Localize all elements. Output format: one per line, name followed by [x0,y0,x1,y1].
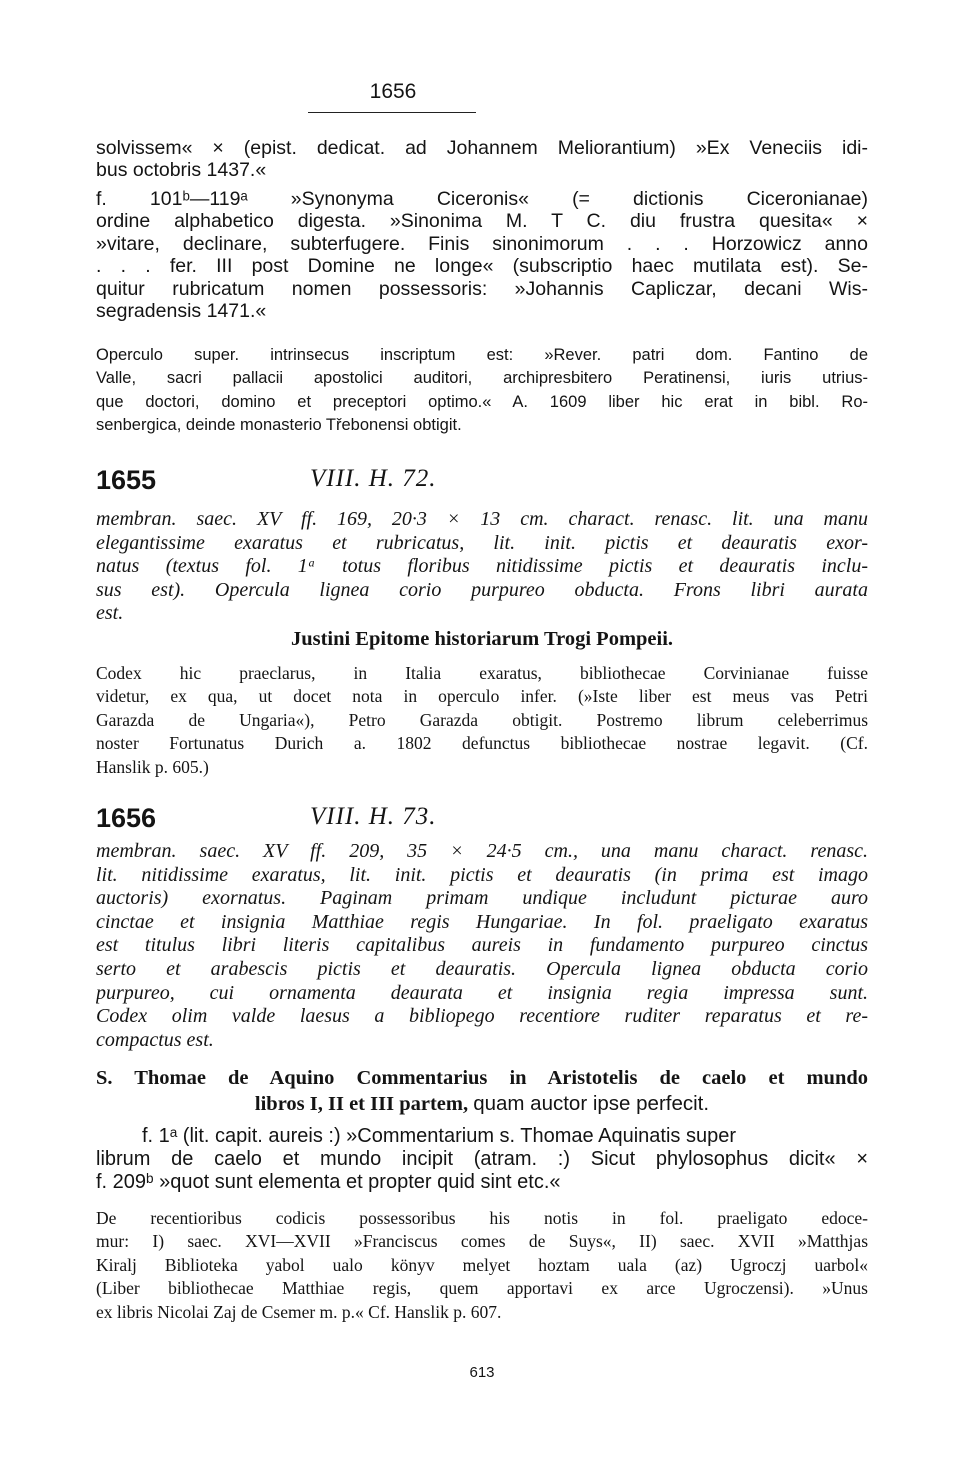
text-line: natus (textus fol. 1ᵃ totus floribus nitidissime pictis et deauratis inclu- [96,555,868,578]
text-line: lit. nitidissime exaratus, lit. init. pictis et deauratis (in prima est imago [96,863,868,886]
codex-description [96,840,868,1052]
text-line: f. 101ᵇ—119ᵃ »Synonyma Ciceronis« (= dictionis Ciceronianae) [96,188,868,210]
text-line: senbergica, deinde monasterio Třebonensi obtigit. [96,416,462,435]
work-title-rest: quam auctor ipse perfecit. [473,1092,710,1115]
text-line: est. [96,602,124,625]
prev-entry-text [96,137,868,182]
text-line: membran. saec. XV ff. 209, 35 × 24·5 cm., una manu charact. renasc. [96,840,868,862]
text-line: purpureo, cui ornamenta deaurata et insignia regia impressa sunt. [96,981,868,1004]
text-line: auctoris) exornatus. Paginam primam undique includunt picturae auro [96,887,868,910]
text-line: Hanslik p. 605.) [96,756,209,777]
text-line: ordine alphabetico digesta. »Sinonima M. T C. diu frustra quesita« × [96,210,868,233]
text-line: f. 209ᵇ »quot sunt elementa et propter quid sint etc.« [96,1171,561,1193]
work-title-bold: libros I, II et III partem, [254,1093,469,1115]
running-page-number: 1656 [369,80,417,103]
text-line: elegantissime exaratus et rubricatus, lit. init. pictis et deauratis exor- [96,531,868,554]
text-line: noster Fortunatus Durich a. 1802 defunctus bibliothecae nostrae legavit. (Cf. [96,733,868,754]
text-line: (Liber bibliothecae Matthiae regis, quem apportavi ex arce Ugroczensi). »Unus [96,1278,868,1299]
text-line: librum de caelo et mundo incipit (atram. :) Sicut phylosophus dicit« × [96,1148,868,1170]
text-line: Operculo super. intrinsecus inscriptum est: »Rever. patri dom. Fantino de [96,346,868,364]
entry-number: 1656 [96,803,157,833]
text-line: solvissem« × (epist. dedicat. ad Johannem Meliorantium) »Ex Veneciis idi- [96,137,868,159]
prev-entry-note [96,344,868,438]
work-title-line-1: S. Thomae de Aquino Commentarius in Aristotelis de caelo et mundo [96,1067,868,1089]
text-line: est titulus libri literis capitalibus aureis in fundamento purpureo cinctus [96,934,868,957]
text-line: mur: I) saec. XVI—XVII »Franciscus comes de Suys«, II) saec. XVII »Matthjas [96,1231,868,1252]
text-line: videtur, ex qua, ut docet nota in operculo infer. (»Iste liber est meus vas Petri [96,686,868,707]
prev-entry-folio-text [96,188,868,322]
provenance-note [96,662,868,779]
text-line: serto et arabescis pictis et deauratis. Opercula lignea obducta corio [96,957,868,980]
text-line: . . . fer. III post Domine ne longe« (subscriptio haec mutilata est). Se- [96,255,868,278]
text-line: cinctae et insignia Matthiae regis Hungariae. In fol. praeligato exaratus [96,910,868,933]
shelf-signature: VIII. H. 73. [310,803,437,830]
text-line: De recentioribus codicis possessoribus his notis in fol. praeligato edoce- [96,1208,868,1228]
text-line: quitur rubricatum nomen possessoris: »Johannis Capliczar, decani Wis- [96,277,868,300]
codex-description [96,508,868,626]
incipit-explicit-cont [96,1148,868,1194]
text-line: »vitare, declinare, subterfugere. Finis sinonimorum . . . Horzowicz anno [96,232,868,255]
text-line: Kiralj Biblioteka yabol ualo könyv melyet hoztam uala (az) Ugroczj uarbol« [96,1254,868,1275]
text-line: sus est). Opercula lignea corio purpureo obducta. Frons libri aurata [96,578,868,601]
shelf-signature: VIII. H. 72. [310,465,437,492]
text-line: Garazda de Ungaria«), Petro Garazda obtigit. Postremo librum celeberrimus [96,709,868,730]
text-line: segradensis 1471.« [96,299,267,322]
owners-note [96,1207,868,1324]
text-line: que doctori, domino et preceptori optimo.« A. 1609 liber hic erat in bibl. Ro- [96,392,868,411]
text-line: bus octobris 1437.« [96,159,267,182]
text-line: membran. saec. XV ff. 169, 20·3 × 13 cm. charact. renasc. lit. una manu [96,508,868,530]
incipit-explicit [142,1125,868,1148]
text-line: Codex hic praeclarus, in Italia exaratus, bibliothecae Corvinianae fuisse [96,663,868,683]
text-line: Codex olim valde laesus a bibliopego recentiore ruditer reparatus et re- [96,1005,868,1028]
work-title-line-2 [96,1092,868,1116]
work-title: Justini Epitome historiarum Trogi Pompeii. [290,628,674,650]
header-rule [308,112,476,113]
text-line: Valle, sacri pallacii apostolici auditori, archipresbitero Peratinensi, iuris utrius- [96,369,868,388]
entry-number: 1655 [96,465,157,495]
text-line: ex libris Nicolai Zaj de Csemer m. p.« Cf. Hanslik p. 607. [96,1301,502,1322]
footer-page-number: 613 [469,1364,495,1381]
text-line: compactus est. [96,1028,214,1051]
text-line: f. 1ᵃ (lit. capit. aureis :) »Commentarium s. Thomae Aquinatis super [142,1125,736,1147]
